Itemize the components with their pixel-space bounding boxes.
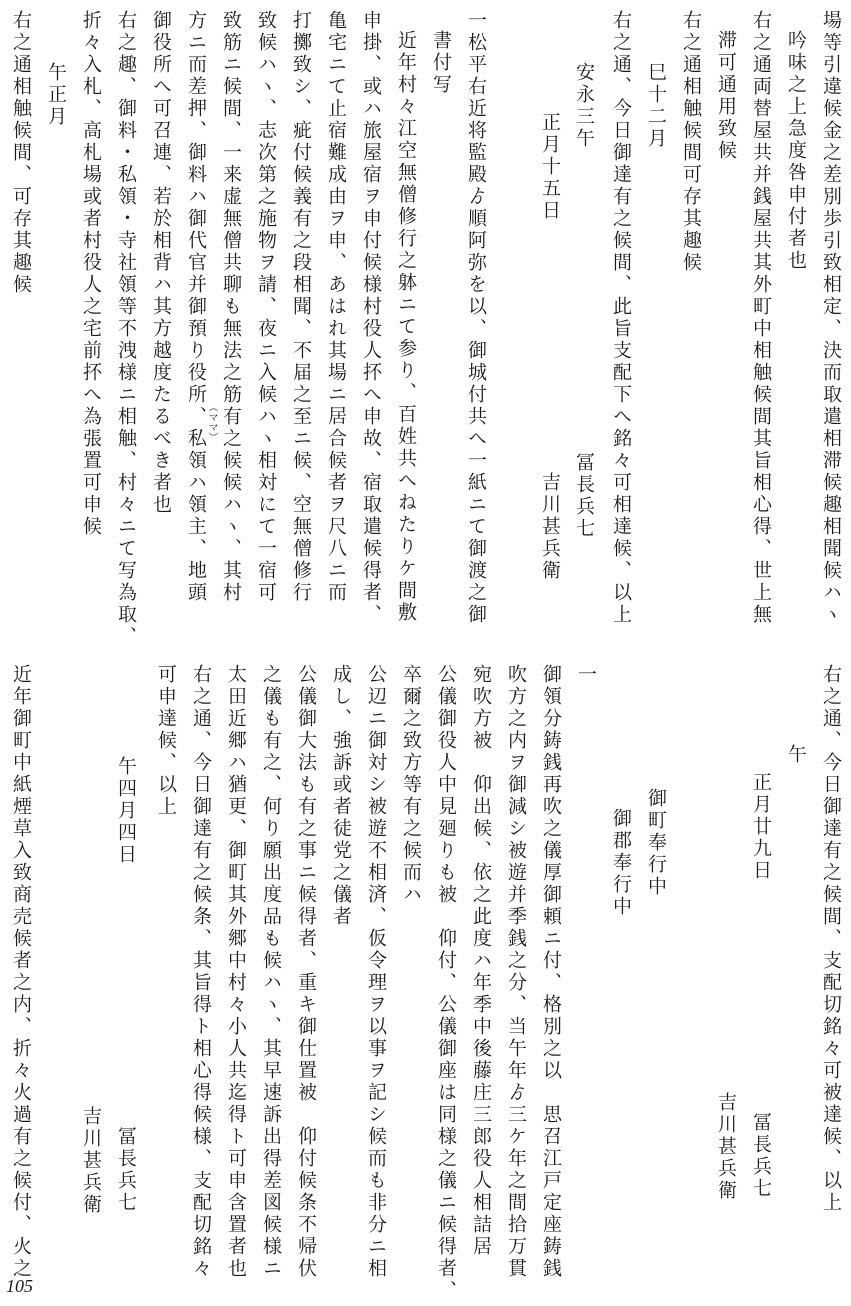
- text-column: 公儀御役人中見廻りも被 仰付、公儀御座は同様之儀ニ候得者、: [435, 664, 457, 1302]
- text-column: 午: [785, 744, 807, 766]
- text-column: 卒爾之致方等有之候而ハ: [400, 664, 422, 906]
- text-column: 吉川甚兵衛: [80, 1106, 102, 1216]
- text-column: 吉川甚兵衛: [539, 472, 561, 582]
- text-column: 吉川甚兵衛: [715, 1092, 737, 1202]
- marginal-note: （ママ）: [206, 402, 217, 442]
- text-column: 場等引違候金之差別歩引致相定、決而取遣相滞候趣相聞候ハヽ: [820, 10, 842, 626]
- text-column: 午正月: [45, 62, 67, 128]
- text-column: 滞可通用致候: [715, 30, 737, 162]
- text-column: 御郡奉行中: [610, 808, 632, 918]
- text-column: 公儀御大法も有之事ニ候得者、重キ御仕置被 仰付候条不帰伏: [295, 664, 317, 1280]
- text-column: 御領分鋳銭再吹之儀厚御頼ニ付、格別之以 思召江戸定座鋳銭: [540, 664, 562, 1280]
- text-column: 右之通、今日御達有之候条、其旨得ト相心得候様、支配切銘々: [190, 664, 212, 1280]
- text-column: 近年村々江空無僧修行之躰ニて参り、百姓共へねたりケ間敷: [395, 30, 417, 624]
- text-column: 右之通、今日御達有之候間、此旨支配下へ銘々可相達候、以上: [610, 10, 632, 626]
- text-column: 正月廿九日: [750, 772, 772, 882]
- text-column: 吹方之内ヲ御減シ被遊并季銭之分、当午年ゟ三ケ年之間拾万貫: [505, 664, 527, 1280]
- text-column: 正月十五日: [539, 112, 561, 222]
- text-column: 右之通、今日御達有之候間、支配切銘々可被達候、以上: [820, 664, 842, 1214]
- text-column: 右之趣、御料・私領・寺社領等不洩様ニ相触、村々ニて写為取、: [115, 10, 137, 648]
- text-column: 一: [575, 664, 597, 686]
- text-column: 御町奉行中: [645, 788, 667, 898]
- text-column: 公辺ニ御対シ被遊不相済、仮令理ヲ以事ヲ記シ候而も非分ニ相: [365, 664, 387, 1280]
- text-column: 午四月四日: [115, 756, 137, 866]
- text-column: 太田近郷ハ猶更、御町其外郷中村々小人共迄得ト可申含置者也: [225, 664, 247, 1280]
- text-column: 打擲致シ、疵付候義有之段相聞、不届之至ニ候、空無僧修行: [290, 10, 312, 604]
- text-column: 亀宅ニて止宿難成由ヲ申、あはれ其場ニ居合候者ヲ尺八ニ而: [325, 10, 347, 604]
- text-column: 吟味之上急度咎申付者也: [785, 30, 807, 272]
- text-column: 右之通両替屋共并銭屋共其外町中相触候間其旨相心得、世上無: [750, 10, 772, 626]
- text-column: 右之通相触候間可存其趣候: [680, 10, 702, 274]
- text-column: 巳十二月: [645, 62, 667, 150]
- text-column: 冨長兵七: [573, 452, 595, 540]
- text-column: 御役所へ可召連、若於相背ハ其方越度たるべき者也: [150, 10, 172, 516]
- text-column: 冨長兵七: [750, 1112, 772, 1200]
- page-number: 105: [6, 1276, 33, 1296]
- upper-text-block: [0, 0, 851, 648]
- text-column: 可申達候、以上: [155, 664, 177, 818]
- text-column: 宛吹方被 仰出候、依之此度ハ年季中後藤庄三郎役人相詰居: [470, 664, 492, 1258]
- text-column: 致候ハヽ、志次第之施物ヲ請、夜ニ入候ハヽ相対にて一宿可: [255, 10, 277, 604]
- text-column: 申掛、或ハ旅屋宿ヲ申付候様村役人抔へ申故、宿取遣候得者、: [360, 10, 382, 626]
- text-column: 一松平右近将監殿ゟ順阿弥を以、御城付共へ一紙ニて御渡之御: [465, 10, 487, 626]
- text-column: 近年御町中紙煙草入致商売候者之内、折々火過有之候付、火之: [10, 664, 32, 1280]
- text-column: 折々入札、高札場或者村役人之宅前抔へ為張置可申候: [80, 10, 102, 538]
- text-column: 致筋ニ候間、一来虚無僧共聊も無法之筋有之候候ハヽ、其村: [220, 10, 242, 604]
- text-column: 方ニ而差押、御料ハ御代官并御預り役所、私領ハ領主、地頭: [185, 10, 207, 604]
- text-column: 之儀も有之、何り願出度品も候ハヽ、其早速訴出得差図候様ニ: [260, 664, 282, 1280]
- text-column: 冨長兵七: [115, 1126, 137, 1214]
- text-column: 安永三午: [573, 62, 595, 150]
- text-column: 成し、強訴或者徒党之儀者: [330, 664, 352, 928]
- text-column: 書付写: [430, 30, 452, 96]
- text-column: 右之通相触候間、可存其趣候: [10, 10, 32, 296]
